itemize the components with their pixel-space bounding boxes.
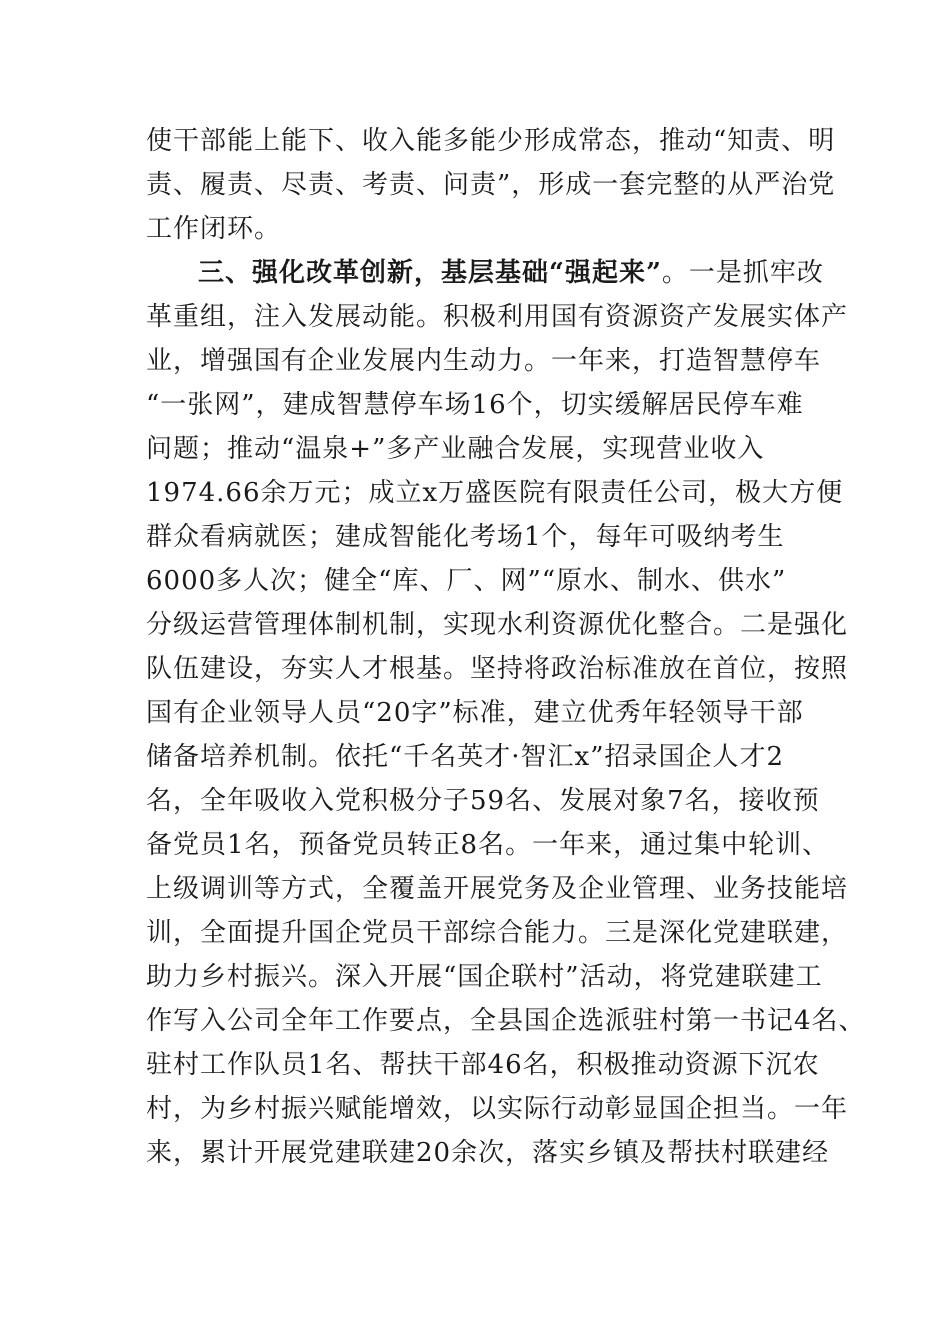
text-line: 问题；推动“温泉+”多产业融合发展，实现营业收入 bbox=[146, 434, 765, 464]
text-line: 6000多人次；健全“库、厂、网”“原水、制水、供水” bbox=[146, 566, 787, 596]
text-line: 驻村工作队员1名、帮扶干部46名，积极推动资源下沉农 bbox=[146, 1050, 820, 1080]
text-line: 村，为乡村振兴赋能增效，以实际行动彰显国企担当。一年 bbox=[146, 1094, 849, 1124]
text-line: 上级调训等方式，全覆盖开展党务及企业管理、业务技能培 bbox=[146, 874, 849, 904]
text-line: 群众看病就医；建成智能化考场1个，每年可吸纳考生 bbox=[146, 522, 785, 552]
text-line-first bbox=[146, 251, 826, 295]
text-line: 使干部能上能下、收入能多能少形成常态，推动“知责、明 bbox=[146, 126, 836, 156]
text-line: “一张网”，建成智慧停车场16个，切实缓解居民停车难 bbox=[146, 390, 804, 420]
paragraph-1 bbox=[146, 119, 836, 251]
paragraph-2 bbox=[146, 251, 866, 1175]
text-line: 来，累计开展党建联建20余次，落实乡镇及帮扶村联建经 bbox=[146, 1138, 830, 1168]
text-line: 责、履责、尽责、考责、问责”，形成一套完整的从严治党 bbox=[146, 170, 836, 200]
text-line: 储备培养机制。依托“千名英才·智汇x”招录国企人才2 bbox=[146, 742, 785, 772]
section-heading: 三、强化改革创新，基层基础“强起来” bbox=[198, 258, 662, 288]
text-line: 作写入公司全年工作要点，全县国企选派驻村第一书记4名、 bbox=[146, 1006, 866, 1036]
text-line: 训，全面提升国企党员干部综合能力。三是深化党建联建， bbox=[146, 918, 849, 948]
text-line: 分级运营管理体制机制，实现水利资源优化整合。二是强化 bbox=[146, 610, 849, 640]
text-line: 助力乡村振兴。深入开展“国企联村”活动，将党建联建工 bbox=[146, 962, 823, 992]
text-line: 备党员1名，预备党员转正8名。一年来，通过集中轮训、 bbox=[146, 830, 830, 860]
text-line: 名，全年吸收入党积极分子59名、发展对象7名，接收预 bbox=[146, 786, 820, 816]
text-line: 业，增强国有企业发展内生动力。一年来，打造智慧停车 bbox=[146, 346, 822, 376]
text-line: 国有企业领导人员“20字”标准，建立优秀年轻领导干部 bbox=[146, 698, 804, 728]
text-line: 工作闭环。 bbox=[146, 214, 282, 244]
text-line: 队伍建设，夯实人才根基。坚持将政治标准放在首位，按照 bbox=[146, 654, 849, 684]
heading-continuation: 。一是抓牢改 bbox=[661, 258, 824, 288]
text-line: 1974.66余万元；成立x万盛医院有限责任公司，极大方便 bbox=[146, 478, 844, 508]
text-line: 革重组，注入发展动能。积极利用国有资源资产发展实体产 bbox=[146, 302, 849, 332]
